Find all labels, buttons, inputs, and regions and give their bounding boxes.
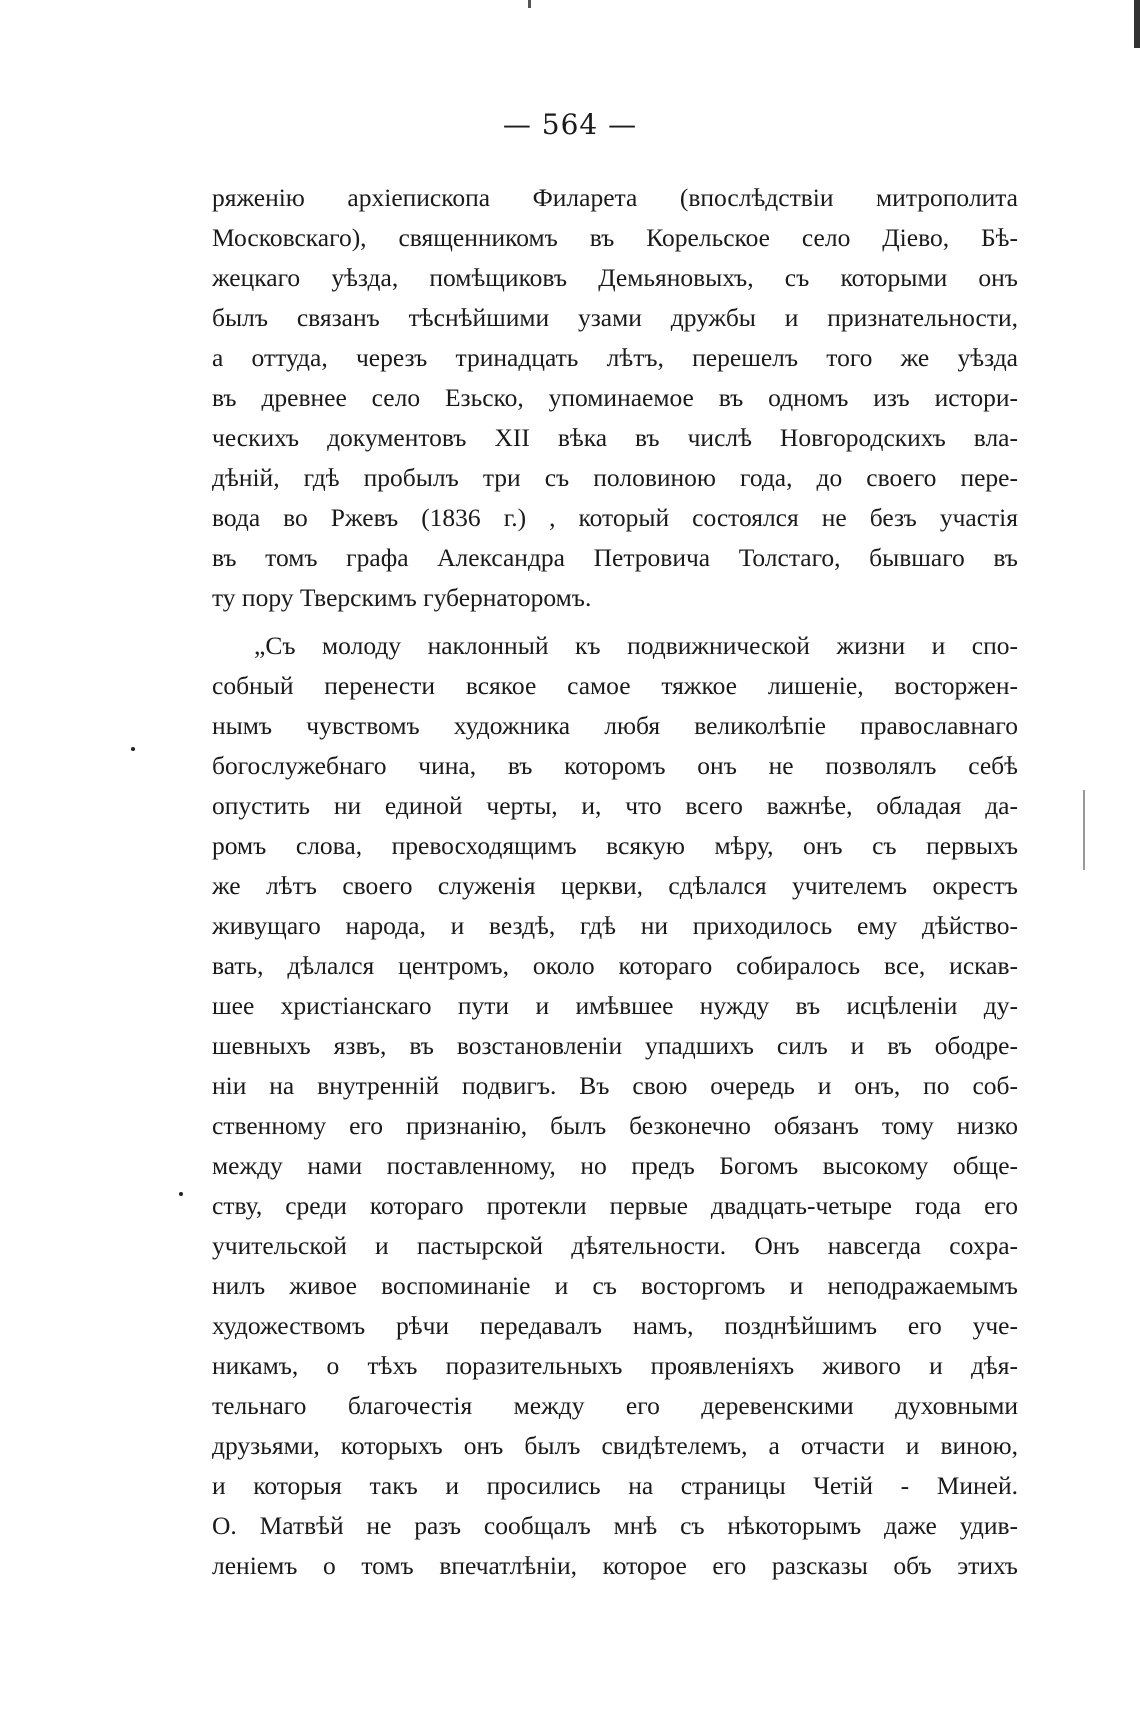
text-line: вать, дѣлался центромъ, около котораго собиралось все, искав-: [212, 951, 1018, 980]
text-line: друзьями, которыхъ онъ былъ свидѣтелемъ, а отчасти и виною,: [212, 1431, 1018, 1460]
text-line: ственному его признанію, былъ безконечно обязанъ тому низко: [212, 1111, 1018, 1140]
text-line: живущаго народа, и вездѣ, гдѣ ни приходилось ему дѣйство-: [212, 911, 1018, 940]
paragraph-2: [212, 626, 1018, 1586]
text-line: дѣній, гдѣ пробылъ три съ половиною года, до своего пере-: [212, 463, 1018, 492]
text-line: нилъ живое воспоминаніе и съ восторгомъ и неподражаемымъ: [212, 1271, 1018, 1300]
text-line: ту пору Тверскимъ губернаторомъ.: [212, 583, 592, 612]
text-line: въ древнее село Езьско, упоминаемое въ одномъ изъ истори-: [212, 383, 1018, 412]
text-line: вода во Ржевъ (1836 г.) , который состоялся не безъ участія: [212, 503, 1018, 532]
text-line: учительской и пастырской дѣятельности. Онъ навсегда сохра-: [212, 1231, 1018, 1260]
text-line: тельнаго благочестія между его деревенскими духовными: [212, 1391, 1018, 1420]
text-line: былъ связанъ тѣснѣйшими узами дружбы и признательности,: [212, 303, 1018, 332]
paragraph-1: [212, 178, 1018, 618]
text-line: богослужебнаго чина, въ которомъ онъ не позволялъ себѣ: [212, 751, 1018, 780]
text-line: жецкаго уѣзда, помѣщиковъ Демьяновыхъ, съ которыми онъ: [212, 263, 1018, 292]
text-line: же лѣтъ своего служенія церкви, сдѣлался учителемъ окрестъ: [212, 871, 1018, 900]
scan-edge-mark: [1134, 0, 1140, 48]
text-line: художествомъ рѣчи передавалъ намъ, позднѣйшимъ его уче-: [212, 1311, 1018, 1340]
text-line: ству, среди котораго протекли первые двадцать-четыре года его: [212, 1191, 1018, 1220]
page-number: — 564 —: [502, 108, 638, 141]
text-line: опустить ни единой черты, и, что всего важнѣе, обладая да-: [212, 791, 1018, 820]
body-text: [212, 178, 1018, 1586]
scan-dot: [131, 747, 135, 751]
scan-margin-rule: [1083, 790, 1085, 870]
text-line: никамъ, о тѣхъ поразительныхъ проявленіяхъ живого и дѣя-: [212, 1351, 1018, 1380]
text-line: нымъ чувствомъ художника любя великолѣпіе православнаго: [212, 711, 1018, 740]
paragraph-spacer: [212, 618, 1018, 626]
text-line: „Съ молоду наклонный къ подвижнической жизни и спо-: [254, 631, 1018, 660]
text-line: ческихъ документовъ XII вѣка въ числѣ Новгородскихъ вла-: [212, 423, 1018, 452]
text-line: ряженію архіепископа Филарета (впослѣдствіи митрополита: [212, 183, 1018, 212]
scan-top-mark: [528, 0, 531, 8]
text-line: и которыя такъ и просились на страницы Четій - Миней.: [212, 1471, 1018, 1500]
text-line: леніемъ о томъ впечатлѣніи, которое его разсказы объ этихъ: [212, 1551, 1018, 1580]
text-line: ромъ слова, превосходящимъ всякую мѣру, онъ съ первыхъ: [212, 831, 1018, 860]
text-line: О. Матвѣй не разъ сообщалъ мнѣ съ нѣкоторымъ даже удив-: [212, 1511, 1018, 1540]
scan-dot: [179, 1192, 183, 1196]
text-line: шевныхъ язвъ, въ возстановленіи упадшихъ силъ и въ ободре-: [212, 1031, 1018, 1060]
text-line: а оттуда, черезъ тринадцать лѣтъ, перешелъ того же уѣзда: [212, 343, 1018, 372]
text-line: между нами поставленному, но предъ Богомъ высокому обще-: [212, 1151, 1018, 1180]
text-line: Московскаго), священникомъ въ Корельское село Діево, Бѣ-: [212, 223, 1018, 252]
text-line: ніи на внутренній подвигъ. Въ свою очередь и онъ, по соб-: [212, 1071, 1018, 1100]
text-line: въ томъ графа Александра Петровича Толстаго, бывшаго въ: [212, 543, 1018, 572]
text-line: шее христіанскаго пути и имѣвшее нужду въ исцѣленіи ду-: [212, 991, 1018, 1020]
text-line: собный перенести всякое самое тяжкое лишеніе, восторжен-: [212, 671, 1018, 700]
